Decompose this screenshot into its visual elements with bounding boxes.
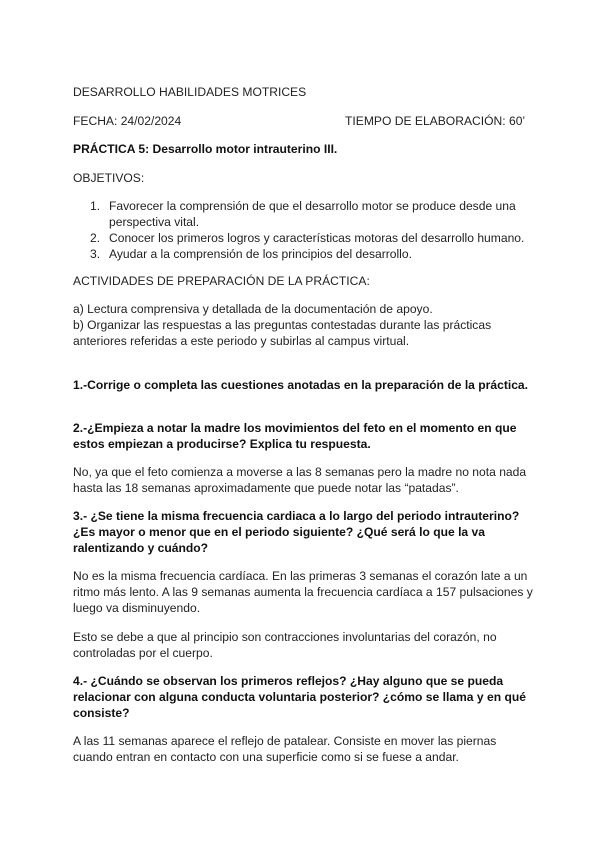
list-item-text: Ayudar a la comprensión de los principios del desarrollo.	[109, 247, 412, 261]
answer-3-paragraph-1: No es la misma frecuencia cardíaca. En las primeras 3 semanas el corazón late a un ritmo más lento. A las 9 semanas aumenta la frecuencia cardíaca a 157 pulsaciones y luego va disminuyendo.	[73, 569, 533, 615]
tiempo-text: TIEMPO DE ELABORACIÓN: 60’	[345, 114, 526, 128]
list-item-number: 1.	[90, 199, 101, 213]
objetivos-heading: OBJETIVOS:	[73, 171, 145, 185]
fecha-text: FECHA: 24/02/2024	[73, 114, 182, 128]
answer-2: No, ya que el feto comienza a moverse a las 8 semanas pero la madre no nota nada hasta las 18 semanas aproximadamente que puede notar las “patadas”.	[73, 465, 527, 495]
actividades-heading: ACTIVIDADES DE PREPARACIÓN DE LA PRÁCTICA:	[73, 274, 370, 288]
actividad-item-b: b) Organizar las respuestas a las preguntas contestadas durante las prácticas anteriores referidas a este periodo y subirlas al campus virtual.	[73, 318, 492, 348]
question-2: 2.-¿Empieza a notar la madre los movimientos del feto en el momento en que estos empiezan a producirse? Explica tu respuesta.	[73, 421, 517, 451]
answer-4: A las 11 semanas aparece el reflejo de patalear. Consiste en mover las piernas cuando entran en contacto con una superficie como si se fuese a andar.	[73, 734, 497, 764]
list-item	[73, 198, 533, 230]
actividades-list	[73, 301, 533, 349]
list-item-number: 2.	[90, 231, 101, 245]
answer-3-paragraph-2: Esto se debe a que al principio son contracciones involuntarias del corazón, no controladas por el cuerpo.	[73, 630, 497, 660]
course-title: DESARROLLO HABILIDADES MOTRICES	[73, 85, 307, 99]
objetivos-list	[73, 198, 533, 262]
header-meta-row	[73, 113, 528, 129]
list-item-number: 3.	[90, 247, 101, 261]
actividad-item-a: a) Lectura comprensiva y detallada de la documentación de apoyo.	[73, 302, 433, 316]
question-1: 1.-Corrige o completa las cuestiones anotadas en la preparación de la práctica.	[73, 378, 529, 392]
list-item-text: Favorecer la comprensión de que el desarrollo motor se produce desde una perspectiva vital.	[109, 199, 516, 229]
list-item	[73, 230, 533, 246]
question-3: 3.- ¿Se tiene la misma frecuencia cardiaca a lo largo del periodo intrauterino? ¿Es mayor o menor que en el periodo siguiente? ¿Qué será lo que la va ralentizando y cuándo?	[73, 509, 520, 555]
list-item-text: Conocer los primeros logros y características motoras del desarrollo humano.	[109, 231, 525, 245]
practica-title: PRÁCTICA 5: Desarrollo motor intrauterino III.	[73, 142, 338, 156]
list-item	[73, 246, 533, 262]
question-4: 4.- ¿Cuándo se observan los primeros reflejos? ¿Hay alguno que se pueda relacionar con alguna conducta voluntaria posterior? ¿cómo se llama y en qué consiste?	[73, 674, 526, 720]
